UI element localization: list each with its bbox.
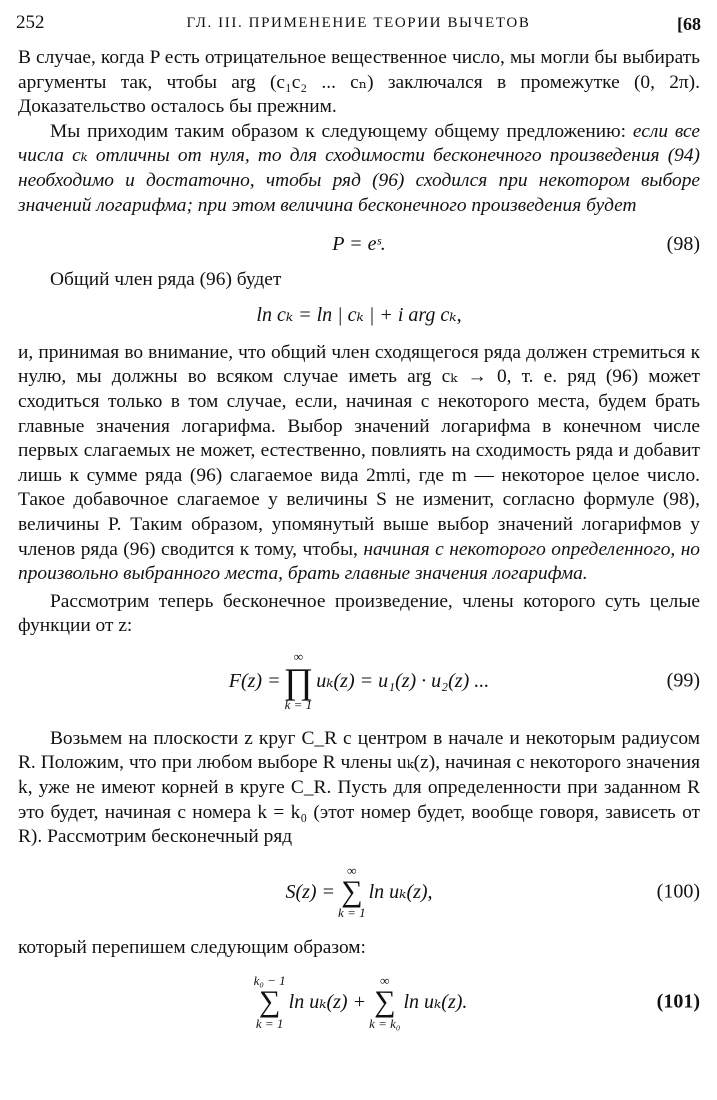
paragraph-4 — [18, 341, 700, 587]
first-sum-upper-limit: k₀ − 1 — [253, 973, 286, 989]
sum-lower-limit: k = 1 — [338, 905, 366, 921]
first-sum-operator — [254, 974, 286, 1031]
sum-sign: ∑ — [341, 874, 363, 908]
product-operator — [284, 650, 314, 712]
equation-100-lhs: S(z) = — [285, 880, 336, 903]
equation-100-rhs: ln uₖ(z), — [368, 880, 433, 903]
equation-98 — [18, 224, 700, 264]
second-sum-lower-limit: k = k₀ — [369, 1015, 401, 1031]
equation-101 — [18, 962, 700, 1042]
equation-99-number: (99) — [666, 669, 700, 692]
equation-98-body: P = eˢ. — [332, 233, 386, 256]
paragraph-4-body: и, принимая во внимание, что общий член сходящегося ряда должен стремиться к нулю, мы должны во всяком случае иметь arg cₖ → 0, т. е. ряд (96) может сходиться только в том случае, если, начиная с некоторого места, будем брать главные значения логарифма. Выбор значений логарифма в конечном числе первых слагаемых не может, естественно, повлиять на сходимость ряда и добавит лишь к сумме ряда (96) слагаемое вида 2mπi, где m — некоторое целое число. Такое добавочное слагаемое у величины S не изменит, согласно формуле (98), величины P. Таким образом, упомянутый выше выбор значений логарифмов у членов ряда (96) сводится к тому, чтобы, — [18, 341, 700, 560]
equation-101-rhs: ln uₖ(z). — [403, 991, 468, 1014]
chapter-title: ГЛ. III. ПРИМЕНЕНИЕ ТЕОРИИ ВЫЧЕТОВ — [186, 15, 531, 31]
second-sum-sign: ∑ — [374, 985, 396, 1019]
page-body — [18, 46, 700, 1042]
product-sign: ∏ — [283, 660, 314, 701]
paragraph-4-conclusion: начиная с некоторого определенного, но произвольно выбранного места, брать главные значения логарифма. — [18, 538, 701, 585]
equation-101-middle: ln uₖ(z) + — [288, 991, 367, 1014]
first-sum-sign: ∑ — [258, 985, 281, 1019]
equation-101-number: (101) — [656, 991, 700, 1014]
equation-98-number: (98) — [666, 233, 700, 256]
paragraph-2 — [18, 120, 700, 218]
sum-upper-limit: ∞ — [347, 862, 357, 878]
equation-99-lhs: F(z) = — [228, 669, 281, 692]
section-number: [68 — [677, 14, 701, 34]
theorem-statement: если все числа cₖ отличны от нуля, то для сходимости бесконечного произведения (94) необходимо и достаточно, чтобы ряд (96) сходился при некотором выборе значений логарифма; при этом величина бесконечного произведения будет — [18, 120, 701, 216]
second-sum-operator — [369, 974, 400, 1031]
equation-100-number: (100) — [656, 880, 700, 903]
paragraph-7: который перепишем следующим образом: — [18, 936, 366, 958]
equation-99 — [18, 641, 700, 721]
equation-log — [18, 293, 700, 337]
page-header — [16, 12, 701, 38]
paragraph-2-lead: Мы приходим таким образом к следующему общему предложению: — [50, 120, 627, 142]
paragraph-3: Общий член ряда (96) будет — [50, 269, 282, 291]
product-lower-limit: k = 1 — [284, 696, 313, 712]
paragraph-1: В случае, когда P есть отрицательное вещественное число, мы могли бы выбирать аргументы так, чтобы arg (c₁c₂ ... cₙ) заключался в промежутке (0, 2π). Доказательство осталось бы прежним. — [18, 47, 700, 118]
paragraph-6: Возьмем на плоскости z круг C_R с центром в начале и некоторым радиусом R. Положим, что при любом выборе R члены uₖ(z), начиная с некоторого значения k, уже не имеют корней в круге C_R. Пусть для определенности при заданном R это будет, начиная с номера k = k₀ (этот номер будет, вообще говоря, зависеть от R). Рассмотрим бесконечный ряд — [18, 727, 700, 848]
equation-99-rhs: uₖ(z) = u₁(z) · u₂(z) ... — [316, 669, 490, 692]
equation-100 — [18, 852, 700, 932]
product-upper-limit: ∞ — [293, 648, 304, 664]
equation-log-body: ln cₖ = ln | cₖ | + i arg cₖ, — [256, 303, 462, 326]
second-sum-upper-limit: ∞ — [380, 973, 390, 989]
sum-operator — [338, 864, 366, 921]
first-sum-lower-limit: k = 1 — [255, 1015, 284, 1031]
page-number: 252 — [16, 12, 45, 33]
paragraph-5: Рассмотрим теперь бесконечное произведение, члены которого суть целые функции от z: — [18, 590, 700, 637]
